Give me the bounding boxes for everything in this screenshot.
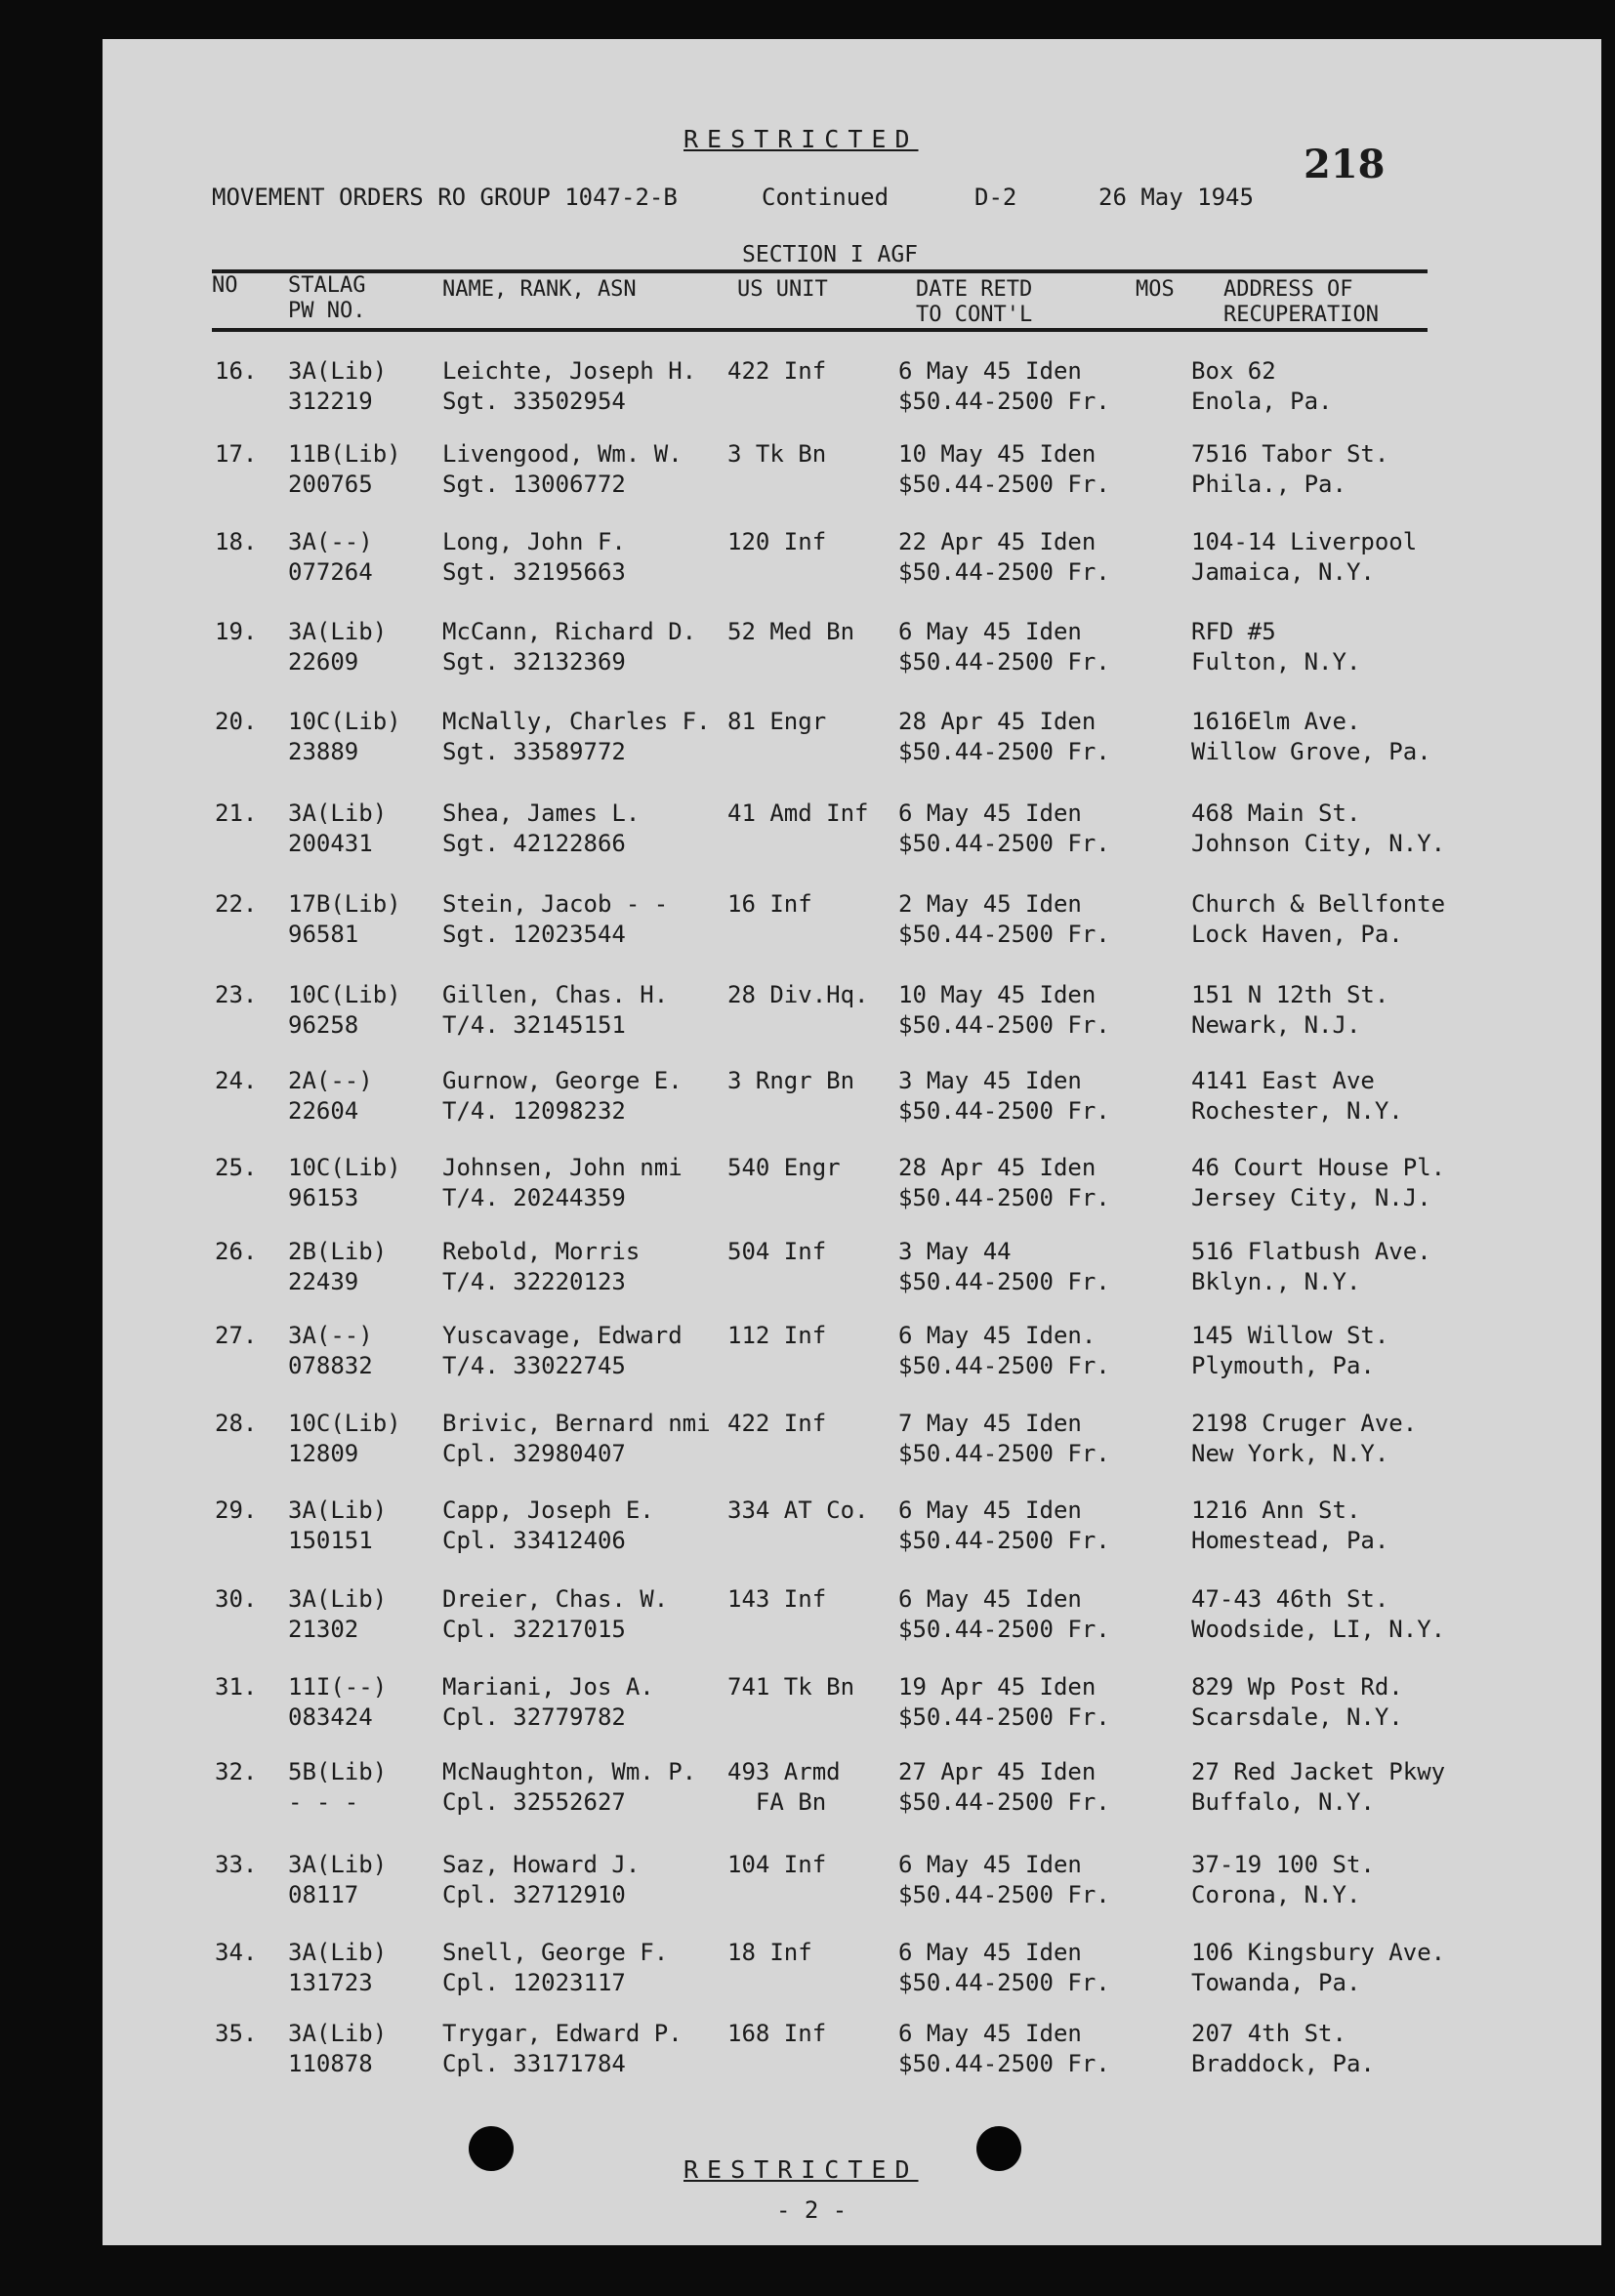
orders-code: D-2: [974, 184, 1017, 211]
name-rank-asn: Gillen, Chas. H. T/4. 32145151: [442, 981, 669, 1039]
row-number: 22.: [215, 890, 258, 918]
footer-page-number: - 2 -: [776, 2196, 848, 2224]
row-number: 29.: [215, 1496, 258, 1524]
date-returned: 6 May 45 Iden. $50.44-2500 Fr.: [898, 1322, 1110, 1379]
table-row: [103, 707, 1601, 767]
us-unit: 112 Inf: [727, 1322, 827, 1349]
address-recuperation: 2198 Cruger Ave. New York, N.Y.: [1191, 1410, 1418, 1467]
name-rank-asn: Leichte, Joseph H. Sgt. 33502954: [442, 357, 697, 415]
punch-hole-left: [469, 2126, 514, 2171]
document-page: [103, 39, 1601, 2245]
us-unit: 422 Inf: [727, 357, 827, 385]
orders-date: 26 May 1945: [1098, 184, 1254, 211]
table-row: [103, 980, 1601, 1041]
stalag-pw-no: 2A(--) 22604: [288, 1067, 373, 1125]
address-recuperation: 46 Court House Pl. Jersey City, N.J.: [1191, 1154, 1446, 1211]
row-number: 28.: [215, 1410, 258, 1437]
us-unit: 52 Med Bn: [727, 618, 855, 645]
stalag-pw-no: 3A(Lib) 131723: [288, 1939, 388, 1996]
date-returned: 6 May 45 Iden $50.44-2500 Fr.: [898, 1585, 1110, 1643]
address-recuperation: 1616Elm Ave. Willow Grove, Pa.: [1191, 708, 1431, 765]
table-row: [103, 1584, 1601, 1645]
punch-hole-right: [976, 2126, 1021, 2171]
row-number: 16.: [215, 357, 258, 385]
date-returned: 28 Apr 45 Iden $50.44-2500 Fr.: [898, 1154, 1110, 1211]
stalag-pw-no: 17B(Lib) 96581: [288, 890, 401, 948]
name-rank-asn: McCann, Richard D. Sgt. 32132369: [442, 618, 697, 676]
date-returned: 7 May 45 Iden $50.44-2500 Fr.: [898, 1410, 1110, 1467]
date-returned: 22 Apr 45 Iden $50.44-2500 Fr.: [898, 528, 1110, 586]
table-row: [103, 1153, 1601, 1213]
date-returned: 6 May 45 Iden $50.44-2500 Fr.: [898, 800, 1110, 857]
table-row: [103, 1066, 1601, 1127]
us-unit: 18 Inf: [727, 1939, 812, 1966]
row-number: 30.: [215, 1585, 258, 1613]
address-recuperation: 47-43 46th St. Woodside, LI, N.Y.: [1191, 1585, 1446, 1643]
stalag-pw-no: 3A(Lib) 200431: [288, 800, 388, 857]
date-returned: 6 May 45 Iden $50.44-2500 Fr.: [898, 357, 1110, 415]
address-recuperation: 4141 East Ave Rochester, N.Y.: [1191, 1067, 1403, 1125]
name-rank-asn: Gurnow, George E. T/4. 12098232: [442, 1067, 683, 1125]
us-unit: 168 Inf: [727, 2020, 827, 2047]
address-recuperation: 104-14 Liverpool Jamaica, N.Y.: [1191, 528, 1418, 586]
date-returned: 6 May 45 Iden $50.44-2500 Fr.: [898, 1939, 1110, 1996]
col-header-unit: US UNIT: [737, 277, 828, 302]
col-header-no: NO: [212, 273, 238, 298]
us-unit: 334 AT Co.: [727, 1496, 869, 1524]
col-header-mos: MOS: [1136, 277, 1175, 302]
stalag-pw-no: 3A(--) 078832: [288, 1322, 373, 1379]
stalag-pw-no: 3A(Lib) 312219: [288, 357, 388, 415]
stalag-pw-no: 2B(Lib) 22439: [288, 1238, 388, 1295]
date-returned: 6 May 45 Iden $50.44-2500 Fr.: [898, 1496, 1110, 1554]
table-row: [103, 1672, 1601, 1733]
name-rank-asn: Saz, Howard J. Cpl. 32712910: [442, 1851, 641, 1908]
us-unit: 81 Engr: [727, 708, 827, 735]
address-recuperation: 7516 Tabor St. Phila., Pa.: [1191, 440, 1389, 498]
table-row: [103, 1757, 1601, 1818]
stalag-pw-no: 3A(--) 077264: [288, 528, 373, 586]
address-recuperation: RFD #5 Fulton, N.Y.: [1191, 618, 1361, 676]
us-unit: 3 Rngr Bn: [727, 1067, 855, 1094]
address-recuperation: 106 Kingsbury Ave. Towanda, Pa.: [1191, 1939, 1446, 1996]
header-rule-bottom: [212, 328, 1428, 332]
table-row: [103, 356, 1601, 417]
stalag-pw-no: 3A(Lib) 08117: [288, 1851, 388, 1908]
us-unit: 493 Armd FA Bn: [727, 1758, 841, 1816]
stalag-pw-no: 3A(Lib) 21302: [288, 1585, 388, 1643]
row-number: 27.: [215, 1322, 258, 1349]
name-rank-asn: Shea, James L. Sgt. 42122866: [442, 800, 641, 857]
address-recuperation: 468 Main St. Johnson City, N.Y.: [1191, 800, 1446, 857]
name-rank-asn: Capp, Joseph E. Cpl. 33412406: [442, 1496, 654, 1554]
name-rank-asn: Mariani, Jos A. Cpl. 32779782: [442, 1673, 654, 1731]
table-row: [103, 799, 1601, 859]
row-number: 19.: [215, 618, 258, 645]
row-number: 26.: [215, 1238, 258, 1265]
row-number: 25.: [215, 1154, 258, 1181]
date-returned: 19 Apr 45 Iden $50.44-2500 Fr.: [898, 1673, 1110, 1731]
table-row: [103, 1409, 1601, 1469]
us-unit: 104 Inf: [727, 1851, 827, 1878]
row-number: 34.: [215, 1939, 258, 1966]
row-number: 31.: [215, 1673, 258, 1701]
name-rank-asn: Snell, George F. Cpl. 12023117: [442, 1939, 669, 1996]
date-returned: 27 Apr 45 Iden $50.44-2500 Fr.: [898, 1758, 1110, 1816]
stalag-pw-no: 5B(Lib) - - -: [288, 1758, 388, 1816]
stalag-pw-no: 3A(Lib) 22609: [288, 618, 388, 676]
stalag-pw-no: 10C(Lib) 96258: [288, 981, 401, 1039]
table-row: [103, 617, 1601, 677]
table-row: [103, 1237, 1601, 1297]
us-unit: 422 Inf: [727, 1410, 827, 1437]
name-rank-asn: McNaughton, Wm. P. Cpl. 32552627: [442, 1758, 697, 1816]
name-rank-asn: Brivic, Bernard nmi Cpl. 32980407: [442, 1410, 711, 1467]
us-unit: 540 Engr: [727, 1154, 841, 1181]
orders-title: MOVEMENT ORDERS RO GROUP 1047-2-B: [212, 184, 678, 211]
stalag-pw-no: 11B(Lib) 200765: [288, 440, 401, 498]
row-number: 23.: [215, 981, 258, 1008]
header-rule-top: [212, 269, 1428, 273]
name-rank-asn: Livengood, Wm. W. Sgt. 13006772: [442, 440, 683, 498]
address-recuperation: 207 4th St. Braddock, Pa.: [1191, 2020, 1375, 2077]
col-header-date: DATE RETD TO CONT'L: [916, 277, 1033, 327]
date-returned: 3 May 45 Iden $50.44-2500 Fr.: [898, 1067, 1110, 1125]
section-title: SECTION I AGF: [742, 242, 919, 267]
table-row: [103, 889, 1601, 950]
us-unit: 741 Tk Bn: [727, 1673, 855, 1701]
restricted-header: RESTRICTED: [683, 125, 919, 153]
row-number: 24.: [215, 1067, 258, 1094]
row-number: 21.: [215, 800, 258, 827]
address-recuperation: Box 62 Enola, Pa.: [1191, 357, 1333, 415]
date-returned: 6 May 45 Iden $50.44-2500 Fr.: [898, 1851, 1110, 1908]
row-number: 32.: [215, 1758, 258, 1785]
address-recuperation: 37-19 100 St. Corona, N.Y.: [1191, 1851, 1375, 1908]
stalag-pw-no: 3A(Lib) 150151: [288, 1496, 388, 1554]
date-returned: 28 Apr 45 Iden $50.44-2500 Fr.: [898, 708, 1110, 765]
table-row: [103, 439, 1601, 500]
page-number: 218: [1304, 142, 1386, 187]
name-rank-asn: Trygar, Edward P. Cpl. 33171784: [442, 2020, 683, 2077]
table-row: [103, 2019, 1601, 2079]
address-recuperation: 145 Willow St. Plymouth, Pa.: [1191, 1322, 1389, 1379]
name-rank-asn: McNally, Charles F. Sgt. 33589772: [442, 708, 711, 765]
address-recuperation: Church & Bellfonte Lock Haven, Pa.: [1191, 890, 1446, 948]
name-rank-asn: Long, John F. Sgt. 32195663: [442, 528, 626, 586]
col-header-address: ADDRESS OF RECUPERATION: [1223, 277, 1379, 327]
name-rank-asn: Johnsen, John nmi T/4. 20244359: [442, 1154, 683, 1211]
us-unit: 41 Amd Inf: [727, 800, 869, 827]
date-returned: 3 May 44 $50.44-2500 Fr.: [898, 1238, 1110, 1295]
us-unit: 16 Inf: [727, 890, 812, 918]
us-unit: 120 Inf: [727, 528, 827, 555]
us-unit: 28 Div.Hq.: [727, 981, 869, 1008]
date-returned: 6 May 45 Iden $50.44-2500 Fr.: [898, 2020, 1110, 2077]
table-row: [103, 1321, 1601, 1381]
name-rank-asn: Stein, Jacob - - Sgt. 12023544: [442, 890, 669, 948]
name-rank-asn: Yuscavage, Edward T/4. 33022745: [442, 1322, 683, 1379]
continued-label: Continued: [762, 184, 890, 211]
stalag-pw-no: 10C(Lib) 12809: [288, 1410, 401, 1467]
restricted-footer: RESTRICTED: [683, 2155, 919, 2184]
address-recuperation: 151 N 12th St. Newark, N.J.: [1191, 981, 1389, 1039]
table-row: [103, 527, 1601, 588]
name-rank-asn: Rebold, Morris T/4. 32220123: [442, 1238, 641, 1295]
stalag-pw-no: 11I(--) 083424: [288, 1673, 388, 1731]
col-header-name: NAME, RANK, ASN: [442, 277, 637, 302]
table-row: [103, 1850, 1601, 1910]
name-rank-asn: Dreier, Chas. W. Cpl. 32217015: [442, 1585, 669, 1643]
stalag-pw-no: 10C(Lib) 23889: [288, 708, 401, 765]
us-unit: 504 Inf: [727, 1238, 827, 1265]
col-header-stalag: STALAG PW NO.: [288, 273, 366, 323]
row-number: 20.: [215, 708, 258, 735]
date-returned: 10 May 45 Iden $50.44-2500 Fr.: [898, 440, 1110, 498]
address-recuperation: 829 Wp Post Rd. Scarsdale, N.Y.: [1191, 1673, 1403, 1731]
stalag-pw-no: 10C(Lib) 96153: [288, 1154, 401, 1211]
date-returned: 10 May 45 Iden $50.44-2500 Fr.: [898, 981, 1110, 1039]
row-number: 17.: [215, 440, 258, 468]
table-row: [103, 1938, 1601, 1998]
address-recuperation: 516 Flatbush Ave. Bklyn., N.Y.: [1191, 1238, 1431, 1295]
us-unit: 143 Inf: [727, 1585, 827, 1613]
table-row: [103, 1496, 1601, 1556]
address-recuperation: 27 Red Jacket Pkwy Buffalo, N.Y.: [1191, 1758, 1446, 1816]
address-recuperation: 1216 Ann St. Homestead, Pa.: [1191, 1496, 1389, 1554]
row-number: 35.: [215, 2020, 258, 2047]
us-unit: 3 Tk Bn: [727, 440, 827, 468]
row-number: 33.: [215, 1851, 258, 1878]
date-returned: 6 May 45 Iden $50.44-2500 Fr.: [898, 618, 1110, 676]
stalag-pw-no: 3A(Lib) 110878: [288, 2020, 388, 2077]
date-returned: 2 May 45 Iden $50.44-2500 Fr.: [898, 890, 1110, 948]
row-number: 18.: [215, 528, 258, 555]
